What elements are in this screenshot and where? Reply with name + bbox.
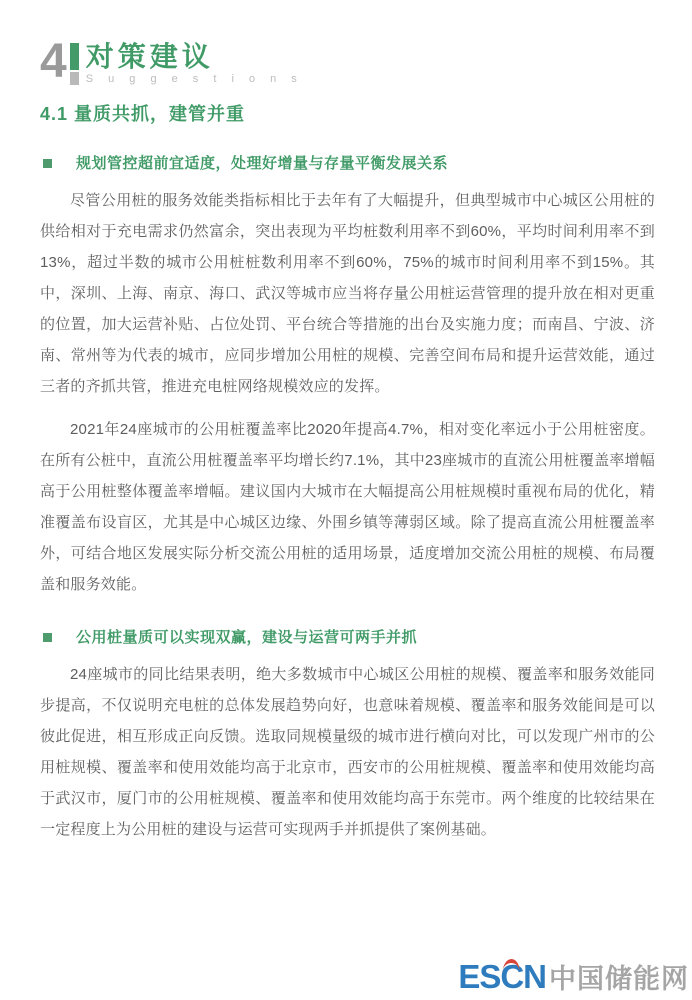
chapter-subtitle: S u g g e s t i o n s [85,73,303,85]
paragraph-1: 尽管公用桩的服务效能类指标相比于去年有了大幅提升，但典型城市中心城区公用桩的供给相对于充电需求仍然富余，突出表现为平均桩数利用率不到60%，平均时间利用率不到13%，超过半数的城市公用桩桩数利用率不到60%，75%的城市时间利用率不到15%。其中，深圳、上海、南京、海口、武汉等城市应当将存量公用桩运营管理的提升放在相对更重的位置，加大运营补贴、占位处罚、平台统合等措施的出台及实施力度；而南昌、宁波、济南、常州等为代表的城市，应同步增加公用桩的规模、完善空间布局和提升运营效能，通过三者的齐抓共管，推进充电桩网络规模效应的发挥。 [40,192,655,395]
chapter-divider-bar-icon [70,43,79,85]
bullet-square-icon [43,159,52,168]
escn-logo-cn-text: 中国储能网 [549,964,689,994]
page-footer [458,960,689,993]
escn-logo-text: ESCN [458,958,546,995]
bullet-heading-2 [40,626,655,647]
section-title: 4.1 量质共抓，建管并重 [40,104,246,124]
chapter-title-group [86,42,303,85]
chapter-bar-green-segment [70,43,79,70]
bullet-square-icon [43,633,52,642]
escn-logo [458,960,546,993]
chapter-bar-gray-segment [70,72,79,85]
chapter-header [40,35,655,88]
chapter-title: 对策建议 [85,41,214,72]
paragraph-3: 24座城市的同比结果表明，绝大多数城市中心城区公用桩的规模、覆盖率和服务效能同步提高，不仅说明充电桩的总体发展趋势向好，也意味着规模、覆盖率和服务效能间是可以彼此促进，相互形成正向反馈。选取同规模量级的城市进行横向对比，可以发现广州市的公用桩规模、覆盖率和使用效能均高于北京市，西安市的公用桩规模、覆盖率和使用效能均高于武汉市，厦门市的公用桩规模、覆盖率和使用效能均高于东莞市。两个维度的比较结果在一定程度上为公用桩的建设与运营可实现两手并抓提供了案例基础。 [40,666,655,838]
chapter-number: 4 [40,35,65,88]
bullet-heading-1-text: 规划管控超前宜适度，处理好增量与存量平衡发展关系 [76,155,449,172]
bullet-heading-2-text: 公用桩量质可以实现双赢，建设与运营可两手并抓 [76,629,418,646]
paragraph-2: 2021年24座城市的公用桩覆盖率比2020年提高4.7%，相对变化率远小于公用桩密度。在所有公桩中，直流公用桩覆盖率平均增长约7.1%，其中23座城市的直流公用桩覆盖率增幅高于公用桩整体覆盖率增幅。建议国内大城市在大幅提高公用桩规模时重视布局的优化，精准覆盖布设盲区，尤其是中心城区边缘、外围乡镇等薄弱区域。除了提高直流公用桩覆盖率外，可结合地区发展实际分析交流公用桩的适用场景，适度增加交流公用桩的规模、布局覆盖和服务效能。 [40,421,655,593]
bullet-heading-1 [40,152,655,173]
